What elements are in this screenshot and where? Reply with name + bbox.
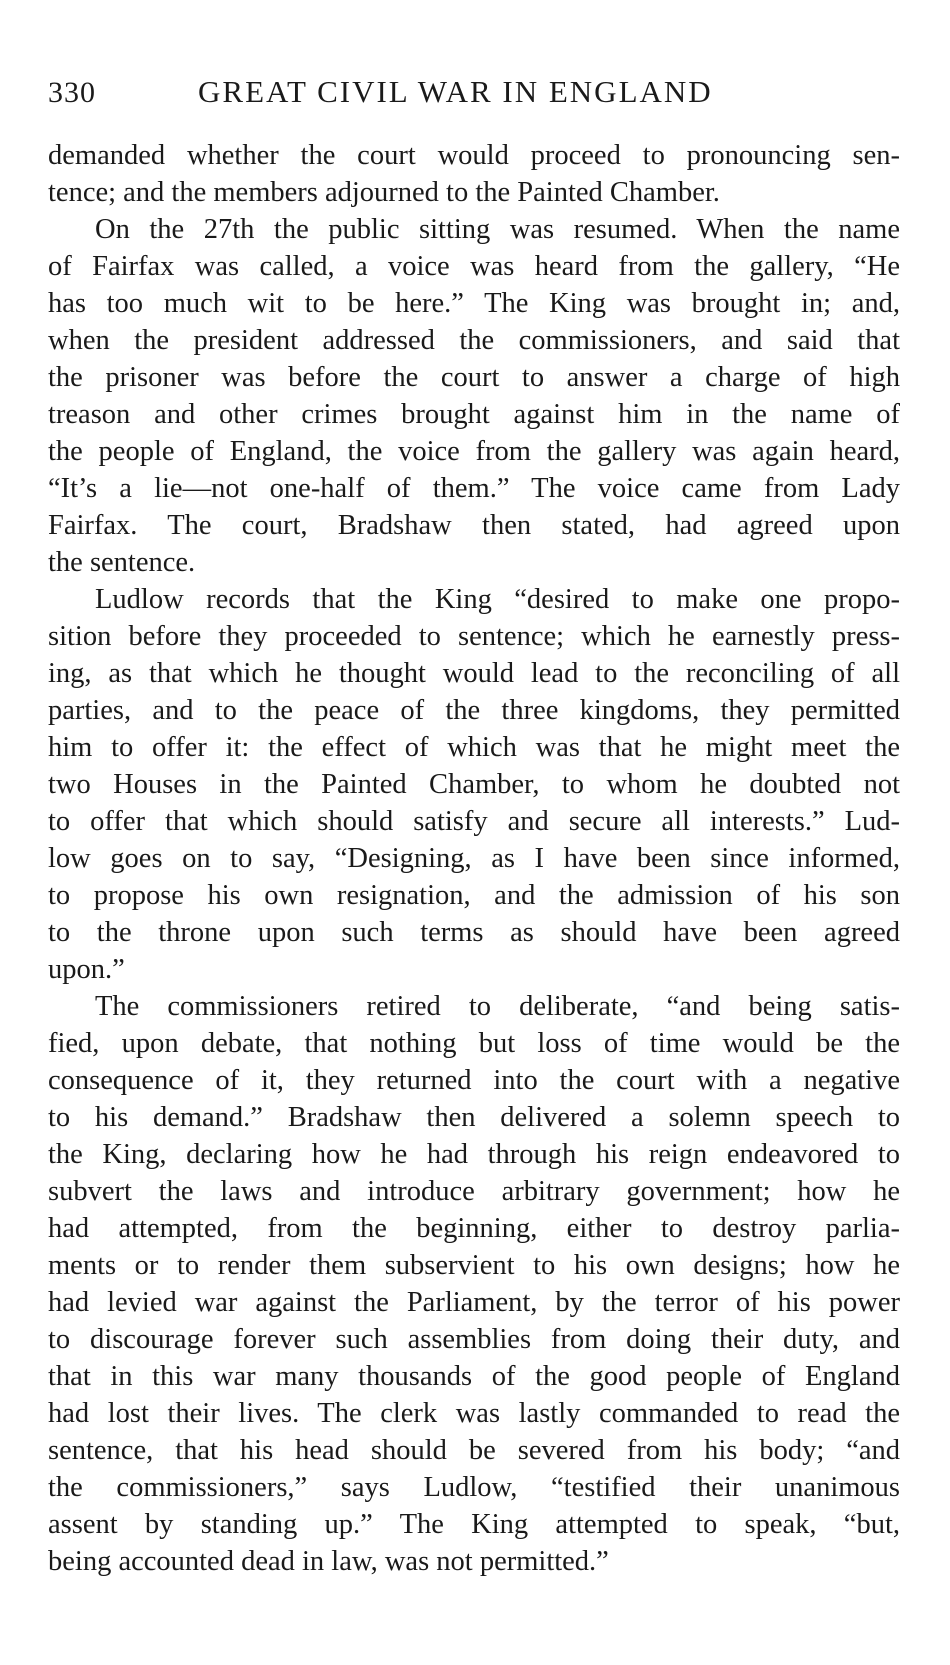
- text-line: sentence, that his head should be severed from his body; “and: [48, 1435, 900, 1466]
- text-line: The commissioners retired to deliberate, “and being satis-: [95, 991, 900, 1022]
- text-line: fied, upon debate, that nothing but loss of time would be the: [48, 1028, 900, 1059]
- text-line: of Fairfax was called, a voice was heard from the gallery, “He: [48, 251, 900, 282]
- text-line: had levied war against the Parliament, by the terror of his power: [48, 1287, 900, 1318]
- text-line: to the throne upon such terms as should have been agreed: [48, 917, 900, 948]
- text-line: to discourage forever such assemblies from doing their duty, and: [48, 1324, 900, 1355]
- running-title: GREAT CIVIL WAR IN ENGLAND: [198, 74, 713, 109]
- text-line: to propose his own resignation, and the admission of his son: [48, 880, 900, 911]
- text-line: two Houses in the Painted Chamber, to whom he doubted not: [48, 769, 900, 800]
- text-line: to his demand.” Bradshaw then delivered a solemn speech to: [48, 1102, 900, 1133]
- text-line: the sentence.: [48, 547, 196, 578]
- text-line: him to offer it: the effect of which was that he might meet the: [48, 732, 900, 763]
- running-head: [48, 74, 898, 114]
- paragraph: [48, 137, 900, 211]
- text-line: the King, declaring how he had through his reign endeavored to: [48, 1139, 900, 1170]
- text-line: subvert the laws and introduce arbitrary government; how he: [48, 1176, 900, 1207]
- text-line: “It’s a lie—not one-half of them.” The voice came from Lady: [48, 473, 900, 504]
- text-line: parties, and to the peace of the three kingdoms, they permitted: [48, 695, 900, 726]
- text-line: tence; and the members adjourned to the Painted Chamber.: [48, 177, 720, 208]
- text-line: being accounted dead in law, was not permitted.”: [48, 1546, 609, 1577]
- text-line: Fairfax. The court, Bradshaw then stated, had agreed upon: [48, 510, 900, 541]
- text-line: upon.”: [48, 954, 125, 985]
- text-line: Ludlow records that the King “desired to make one propo-: [95, 584, 900, 615]
- text-line: the people of England, the voice from the gallery was again heard,: [48, 436, 900, 467]
- text-line: demanded whether the court would proceed to pronouncing sen-: [48, 140, 900, 171]
- text-line: when the president addressed the commissioners, and said that: [48, 325, 900, 356]
- text-line: assent by standing up.” The King attempted to speak, “but,: [48, 1509, 900, 1540]
- body-text: [48, 137, 900, 1580]
- text-line: ing, as that which he thought would lead to the reconciling of all: [48, 658, 900, 689]
- page-number: 330: [48, 76, 96, 109]
- text-line: sition before they proceeded to sentence; which he earnestly press-: [48, 621, 900, 652]
- text-line: ments or to render them subservient to his own designs; how he: [48, 1250, 900, 1281]
- text-line: consequence of it, they returned into the court with a negative: [48, 1065, 900, 1096]
- paragraph: [48, 988, 900, 1580]
- text-line: On the 27th the public sitting was resumed. When the name: [95, 214, 900, 245]
- text-line: had lost their lives. The clerk was lastly commanded to read the: [48, 1398, 900, 1429]
- paragraph: [48, 211, 900, 581]
- text-line: the prisoner was before the court to answer a charge of high: [48, 362, 900, 393]
- text-line: had attempted, from the beginning, either to destroy parlia-: [48, 1213, 900, 1244]
- text-line: that in this war many thousands of the good people of England: [48, 1361, 900, 1392]
- text-line: the commissioners,” says Ludlow, “testified their unanimous: [48, 1472, 900, 1503]
- paragraph: [48, 581, 900, 988]
- text-line: has too much wit to be here.” The King was brought in; and,: [48, 288, 900, 319]
- text-line: low goes on to say, “Designing, as I have been since informed,: [48, 843, 900, 874]
- text-line: treason and other crimes brought against him in the name of: [48, 399, 900, 430]
- text-line: to offer that which should satisfy and secure all interests.” Lud-: [48, 806, 900, 837]
